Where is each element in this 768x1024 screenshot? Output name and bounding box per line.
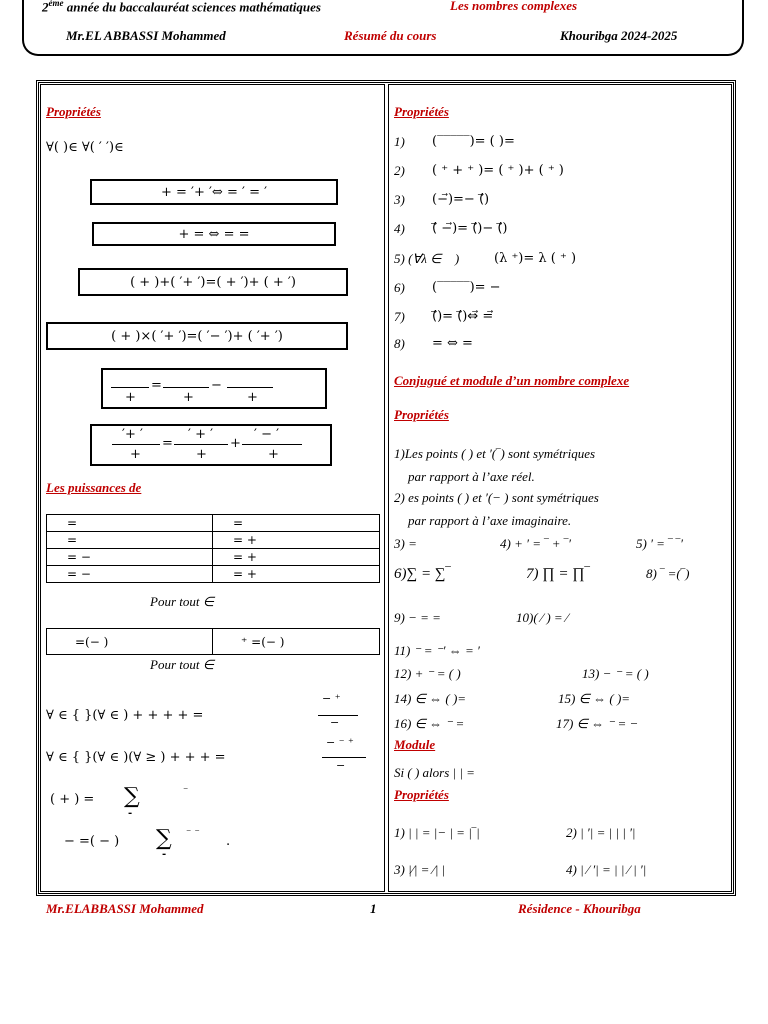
level-rest: année du baccalauréat sciences mathématiques [63, 0, 321, 15]
binomial-sigma: ∑ [124, 784, 140, 809]
pour-tout-2: Pour tout ∈ [150, 657, 215, 672]
left-title-properties: Propriétés [46, 104, 101, 119]
quotient-num-2: ′ + ′ [188, 427, 214, 442]
geometric-sum-1-num: − ⁺ [322, 692, 341, 705]
quantifier-line: ∀( )∈ ∀( ′ ′)∈ [46, 140, 124, 155]
right-title-properties-3: Propriétés [394, 787, 449, 802]
conj-prop-1a: 1)Les points ( ) et ′(‾) sont symétriques [394, 446, 596, 461]
table-cell: =(− ) [47, 629, 213, 655]
level-suffix: ème [48, 0, 64, 8]
quotient-den-2: + [196, 447, 207, 462]
conj-prop-2b: par rapport à l’axe imaginaire. [408, 513, 572, 528]
arg-prop-4: (⃗ −⃗)= (⃗)− (⃗) [432, 221, 508, 236]
conj-prop-14: 14) ∈ ⇔ ( )= [394, 691, 467, 706]
arg-prop-3: (−⃗)=− (⃗) [432, 192, 490, 207]
conj-prop-12: 12) + ⁻ = ( ) [394, 666, 461, 681]
table-cell: = + [213, 532, 380, 549]
table-cell: = + [213, 566, 380, 583]
geometric-sum-2: ∀ ∈ { }(∀ ∈ )(∀ ≥ ) + + + = [46, 750, 226, 765]
quotient-num-3: ′ − ′ [254, 427, 280, 442]
conj-prop-5: 5) ′ = ‾ ‾′ [636, 536, 683, 551]
quotient-den-1: + [130, 447, 141, 462]
arg-prop-7: (⃗)= (⃗)⇔⃗ =⃗ [432, 309, 494, 324]
place-year: Khouribga 2024-2025 [560, 28, 678, 43]
footer-author: Mr.ELABBASSI Mohammed [46, 901, 204, 916]
geometric-sum-1-den: − [330, 716, 340, 729]
geometric-sum-2-den: − [336, 759, 346, 772]
geometric-sum-2-num: − ⁻ ⁺ [326, 736, 354, 749]
level-title [42, 0, 321, 15]
box-sum-rule [78, 268, 348, 296]
conj-prop-2a: 2) es points ( ) et ′(− ) sont symétriques [394, 490, 599, 505]
difference-exponent: ⁻ ⁻ [186, 828, 200, 839]
quotient-den-3: + [268, 447, 279, 462]
right-title-properties-2: Propriétés [394, 407, 449, 422]
arg-prop-5: (λ ⁺)= λ ( ⁺ ) [494, 251, 577, 266]
binomial-formula: ( + ) = [50, 792, 95, 807]
module-prop-4: 4) | ⁄ ′| = | | ⁄ | ′| [566, 862, 647, 877]
arg-prop-8-num: 8) [394, 336, 405, 351]
document-type: Résumé du cours [344, 28, 437, 43]
conj-prop-7: 7) ∏ = ∏‾ [526, 566, 590, 582]
conj-prop-3: 3) = [394, 536, 417, 551]
table-cell: ⁺ =(− ) [213, 629, 380, 655]
arg-prop-4-num: 4) [394, 221, 405, 236]
module-prop-2: 2) | ′| = | | | ′| [566, 825, 636, 840]
conj-prop-4: 4) + ′ = ‾ + ‾′ [500, 536, 571, 551]
conj-prop-6: 6)∑ = ∑‾ [394, 566, 451, 582]
box-equality-rule [90, 179, 338, 205]
left-title-powers: Les puissances de [46, 480, 142, 495]
module-prop-1: 1) | | = |− | = |‾| [394, 825, 480, 840]
table-row [47, 629, 380, 655]
conj-prop-15: 15) ∈ ⇔ ( )= [558, 691, 631, 706]
right-title-module: Module [394, 737, 436, 752]
box-zero-text: + = ⇔ = = [178, 227, 250, 242]
conj-prop-13: 13) − ⁻ = ( ) [582, 666, 649, 681]
arg-prop-6: (‾‾‾‾‾)= − [432, 280, 501, 295]
box-zero-rule [92, 222, 336, 246]
arg-prop-2: ( ⁺ + ⁺ )= ( ⁺ )+ ( ⁺ ) [432, 163, 564, 178]
table-cell: = − [47, 566, 213, 583]
inverse-den-1: + [125, 390, 136, 405]
pour-tout-1: Pour tout ∈ [150, 594, 215, 609]
arg-prop-7-num: 7) [394, 309, 405, 324]
table-cell: = − [47, 549, 213, 566]
inverse-equals: = [151, 378, 162, 393]
table-cell: = [47, 515, 213, 532]
box-equality-text: + = ′+ ′⇔ = ′ = ′ [160, 185, 268, 200]
conj-prop-10: 10)( ⁄ ) = ⁄ [516, 610, 569, 625]
table-row [47, 566, 380, 583]
chapter-title: Les nombres complexes [450, 0, 578, 13]
conj-prop-9: 9) − = = [394, 610, 441, 625]
arg-prop-6-num: 6) [394, 280, 405, 295]
binomial-exponent: ⁻ [183, 786, 189, 797]
arg-prop-1-num: 1) [394, 134, 405, 149]
table-cell: = [47, 532, 213, 549]
geometric-sum-1: ∀ ∈ { }(∀ ∈ ) + + + + = [46, 708, 204, 723]
table-row [47, 532, 380, 549]
quotient-equals: = [162, 436, 173, 451]
right-title-conjugate: Conjugué et module d’un nombre complexe [394, 373, 630, 388]
arg-prop-3-num: 3) [394, 192, 405, 207]
box-product-text: ( + )×( ′+ ′)=( ′− ′)+ ( ′+ ′) [111, 329, 283, 344]
conj-prop-8: 8) ‾ =(‾) [646, 566, 690, 581]
level-number: 2 [42, 0, 49, 15]
binomial-index: - [128, 808, 133, 819]
inverse-den-3: + [247, 390, 258, 405]
module-prop-3: 3) |⁄| = ⁄| | [394, 862, 446, 877]
box-inverse-rule [101, 368, 327, 409]
table-cell: = + [213, 549, 380, 566]
table-row [47, 549, 380, 566]
page-number: 1 [370, 901, 377, 916]
arg-prop-8: = ⇔ = [432, 336, 473, 351]
box-quotient-rule [90, 424, 332, 466]
quotient-num-1: ′+ ′ [122, 427, 143, 442]
inverse-den-2: + [183, 390, 194, 405]
arg-prop-5-num: 5) (∀λ ∈ ⃞) [394, 251, 460, 266]
box-product-rule [46, 322, 348, 350]
geometric-sum-2-bar [322, 757, 366, 758]
table-cell: = [213, 515, 380, 532]
difference-formula: − =( − ) [64, 834, 120, 849]
teacher-name: Mr.EL ABBASSI Mohammed [66, 28, 226, 43]
conj-prop-16: 16) ∈ ⇔ ⁻ = [394, 716, 465, 731]
module-definition: Si ( ) alors | | = [394, 765, 475, 780]
arg-prop-1: (‾‾‾‾‾)= ( )= [432, 134, 515, 149]
box-sum-text: ( + )+( ′+ ′)=( + ′)+ ( + ′) [130, 275, 296, 290]
quotient-plus: + [230, 436, 241, 451]
right-title-properties: Propriétés [394, 104, 449, 119]
powers-table-2 [46, 628, 380, 655]
difference-sigma: ∑ [156, 826, 172, 851]
table-row [47, 515, 380, 532]
difference-dot: . [226, 834, 231, 849]
footer-location: Résidence - Khouribga [518, 901, 641, 916]
inverse-minus: − [211, 378, 222, 393]
conj-prop-17: 17) ∈ ⇔ ⁻ = − [556, 716, 639, 731]
arg-prop-2-num: 2) [394, 163, 405, 178]
conj-prop-1b: par rapport à l’axe réel. [408, 469, 535, 484]
powers-table-1 [46, 514, 380, 583]
difference-index: - [162, 849, 167, 860]
header-box [22, 0, 744, 56]
conj-prop-11: 11) ⁻ = ⁻′ ⇔ = ′ [394, 643, 480, 658]
